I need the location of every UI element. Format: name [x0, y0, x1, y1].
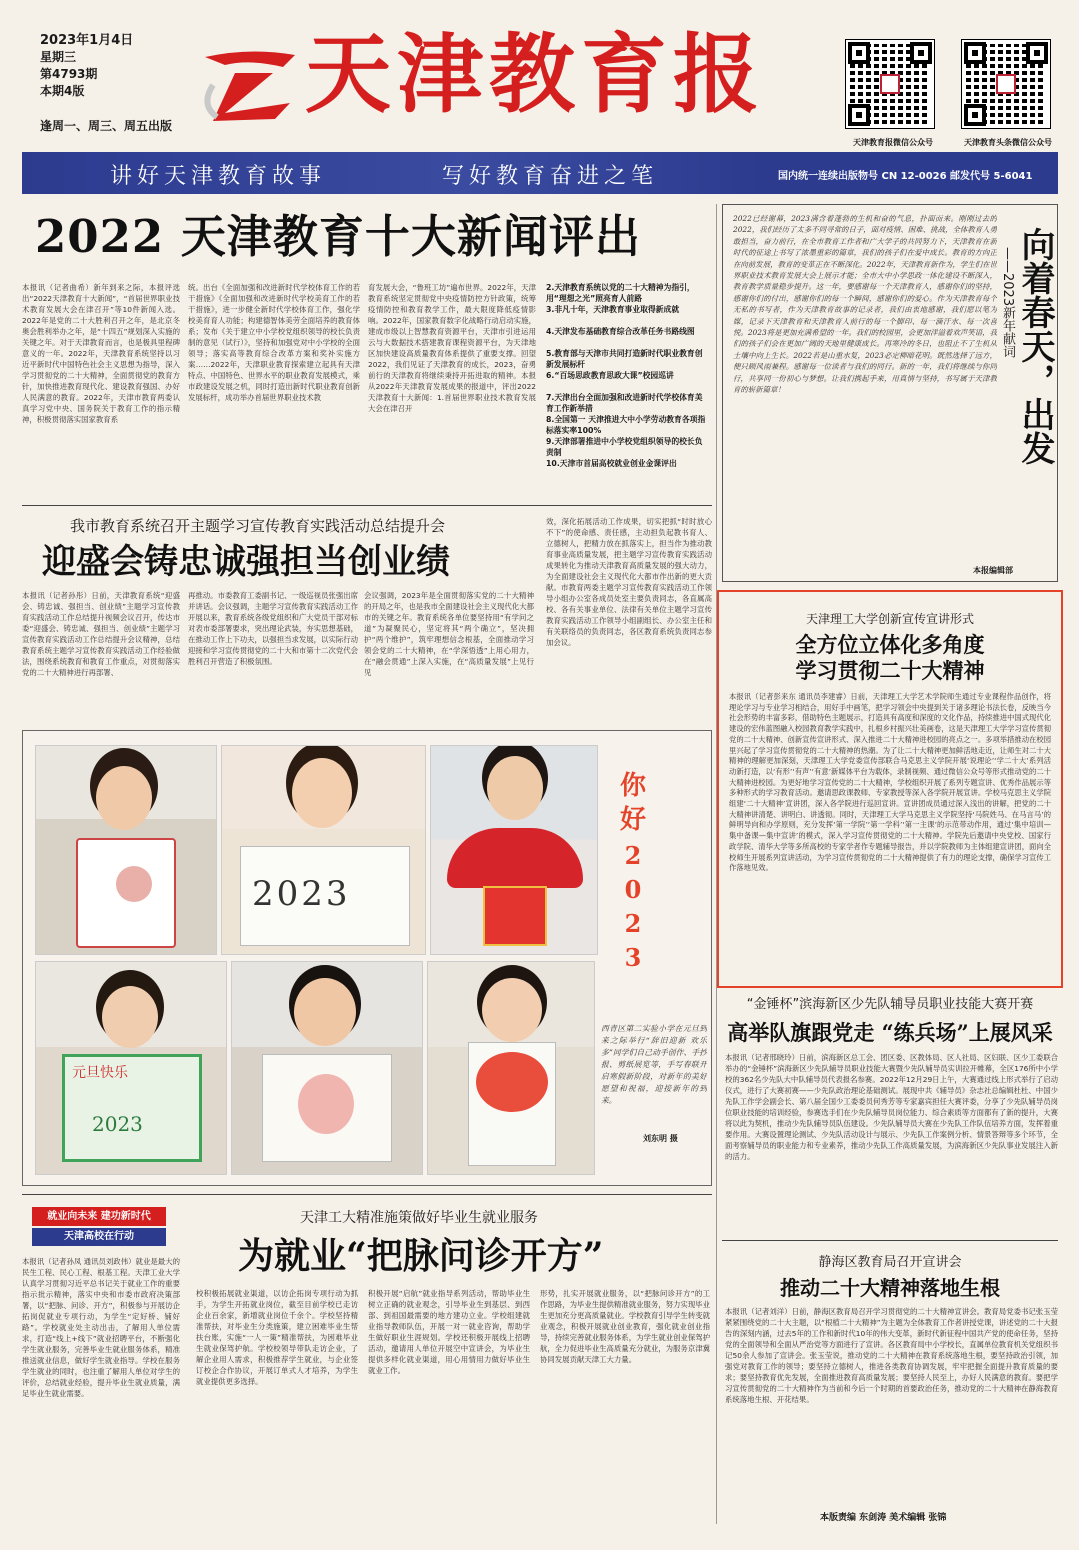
qr2-caption: 天津教育头条微信公众号: [964, 138, 1052, 147]
title-char: 3: [624, 943, 642, 972]
hello-2023-feature: [22, 730, 712, 1186]
employment-col-1: 本报讯（记者孙凤 通讯员刘政伟）就业是最大的民生工程、民心工程、根基工程。天津工业大学认真学习贯彻习近平总书记关于就业工作的重要指示批示精神，落实中央和市委市政府决策部署，以“把脉、问诊、开方”，积极参与开展访企拓岗促就业专项行动，为学生“定好桥、铺好路”。学校就业处主动出击，了解用人单位需求，打造“线上+线下”就业招聘平台，不断强化学生就业服务，完善毕业生就业服务体系，精准推送就业信息，做好学生就业指导。学校在服务学生就业的同时，也注重了解用人单位对学生的评价，总结就业经验，提升毕业生就业质量，满足毕业生就业需要。: [22, 1257, 180, 1398]
list-item: 5.教育部与天津市共同打造新时代职业教育创新发展标杆: [546, 349, 703, 369]
slogan-right: 写好教育奋进之笔: [442, 164, 659, 189]
title-char: 好: [619, 805, 646, 835]
jinghai-headline: 推动二十大精神落地生根: [780, 1276, 1000, 1300]
masthead-info: [40, 32, 170, 100]
employment-tag-2: 天津高校在行动: [32, 1228, 166, 1246]
meeting-kicker: 我市教育系统召开主题学习宣传教育实践活动总结提升会: [70, 517, 446, 535]
tjut-body: 本报讯（记者彭来东 通讯员李建睿）日前，天津理工大学艺术学院师生通过专业课程作品创作，将理论学习与专业学习相结合，用好手中画笔，把学习领会中央提到关于诸多理论书法长卷，反映当今社会形势的丰富多彩，借助特色主题展示，打造具有高度和深度的文化作品，持续推进中国式现代化建设的宏伟蓝图融入校园教育教学实践中，扎根乡村振兴壮美画卷，这是天津理工大学学习宣传贯彻党的二十大精神、创新宣传宣讲形式、深入推进二十大精神进校园的亮点之一。多项举措推动在校园里兴起了学习宣传贯彻党的二十大精神的热潮。为了让二十大精神更加鲜活地走近，让师生对二十大精神的理解更加深刻，天津理工大学党委宣传部联合马克思主义学院开展‘说理论’‘学二十大’系列活动新打造，以‘有形’‘有声’‘有意’新媒体平台为载体，录制视频、通过微信公众号等形式推动党的二十大精神进校园。为更好地学习宣传党的二十大精神，学校组织开展了系列专题宣讲、优秀作品展示等多种形式的学习教育活动。邀请思政课教师、专家教授等深入各学院开展宣讲。学校马克思主义学院组建‘二十大精神’宣讲团，深入各学院进行巡回宣讲。宣讲团成员通过深入浅出的讲解，把党的二十大精神讲清楚、讲明白、讲透彻。同时，天津理工大学马克思主义学院坚持‘马院姓马、在马言马’的鲜明导向和办学原则，充分发挥‘第一学院’‘第一学科’‘第一主课’的示范带动作用，通过‘集中培训—集中备课—集中宣讲’的模式，深入学习宣传贯彻党的二十大精神。学院先后邀请中央党校、国家行政学院、清华大学等多所高校的专家学者作专题辅导报告，并以学院教师为主体组建宣讲团，面向全校师生开展系列宣讲活动，为学习宣传贯彻党的二十大精神提供了有力的理论支撑，确保学习宣传工作落地见效。: [729, 692, 1051, 873]
student-photo: [231, 961, 423, 1175]
slogan-banner: [22, 152, 1058, 194]
lead-headline: 2022 天津教育十大新闻评出: [35, 210, 641, 263]
title-char: 0: [624, 875, 642, 904]
issue-number: 第4793期: [40, 67, 98, 81]
employment-col-3: 积极开展“启航”就业指导系列活动，帮助毕业生树立正确的就业观念，引导毕业生到基层、到西部、到祖国最需要的地方建功立业。学校组建就业指导教师队伍，开展一对一就业咨询，帮助学生做好职业生涯规划。学校还积极开展线上招聘活动，邀请用人单位开展空中宣讲会，为毕业生提供多样化就业渠道，用心用情用力做好毕业生就业工作。: [368, 1289, 530, 1375]
jinghai-body: 本报讯（记者刘洋）日前，静海区教育局召开学习贯彻党的二十大精神宣讲会。教育局党委书记张玉莹紧紧围绕党的二十大主题，以“根植二十大精神”为主题为全体教育工作者讲授党课，讲述党的二十大报告的深刻内涵，过去5年的工作和新时代10年的伟大变革，新时代新征程中国共产党的使命任务，坚持党的全面领导和全面从严治党等方面进行了宣讲。各区教育局中小学校长，直属单位教育机关党组织书记50余人参加了宣讲会。张玉莹说，推动党的二十大精神在教育系统落地生根，要坚持政治引领，加强党对教育工作的领导；要坚持立德树人，推进各类教育协调发展，牢牢把握全面提升教育质量的要求；要坚持教育优先发展，全面推进教育高质量发展；要坚持人民至上，办好人民满意的教育。要把学习宣传贯彻党的二十大精神作为当前和今后一个时期的首要政治任务，推动党的二十大精神在静海教育系统落地生根、开花结果。: [725, 1307, 1058, 1404]
tjut-article-box: [717, 590, 1063, 988]
list-item: 7.天津出台全面加强和改进新时代学校体育美育工作新举措: [546, 393, 703, 413]
essay-body: 2022已经谢幕，2023满含着蓬勃的生机和奋的气息，扑面而来。刚刚过去的2022，我们经历了太多不同寻常的日子，面对疫情、困难、挑战，全体教育人勇敢担当，奋力前行，在全市教育工作者和广大学子的共同努力下，天津教育在新时代的征途上书写了浓墨重彩的篇章，我们的孩子们在爱中成长。教育的方向正在向前发展，教育的变革正在不断深化。2022年，天津教育新作为，学生们在世界职业技术教育发展大会上展示才能；全市大中小学思政一体化建设不断深入，教育教学质量稳步提升。这一年，要感谢每一个天津教育人，感谢你们的坚持，感谢你们的付出，感谢你们的每一个瞬间，感谢你们的爱心。作为天津教育每个无私的书写者，作为天津教育故事的记录者，我们由衷地感谢，我们愿以笔为媒，记录下天津教育和天津教育人前行的每一个脚印、每一滴汗水、每一次喜悦。2023将是更加充满希望的一年。我们的校园里，会更加洋溢着欢声笑语，我们的孩子们会在更加广阔的天地里健康成长。再寒冷的冬日，也阻止不了生机从土壤中向上生长。2022若是山重水复，2023必定柳暗花明。既然选择了远方，便只顾风雨兼程。感谢每一位读者与我们的同行。新的一年，我们将继续与你同行，共享同一份初心与梦想。让我们携起手来，用真情与坚持，书写属于天津教育的崭新篇章！: [733, 214, 997, 395]
student-photo: [35, 745, 217, 955]
page-editor-credit: 本版责编 东剑涛 美术编辑 张锦: [820, 1513, 947, 1523]
meeting-col-1: 本报讯（记者孙彤）日前，天津教育系统“迎盛会、铸忠诚、强担当、创业绩”主题学习宣传教育实践活动工作总结提升视频会议召开，传达市委“迎盛会、铸忠诚、强担当、创业绩”主题学习宣传教育实践活动工作总结提升会议精神，总结教育系统主题学习宣传教育实践活动工作经验做法，围绕系统教育和教育工作重点，对贯彻落实党的二十大精神进行再部署、: [22, 591, 180, 677]
newspaper-title: 天津教育报: [305, 24, 765, 125]
lead-col-2: 统。出台《全面加强和改进新时代学校体育工作的若干措施》《全面加强和改进新时代学校美育工作的若干措施》，进一步健全新时代学校体育工作，强化学校美育育人功能；构建德智体美劳全面培养的教育体系；发布《关于建立中小学校党组织领导的校长负责制的意见（试行）》，坚持和加强党对中小学校的全面领导；落实高等教育综合改革方案和奖补实施方案……2022年，天津职业教育探索建立起具有天津特点、中国特色、世界水平的职业教育发展模式，乘市政建设发展之机，同时打造出新时代职业教育创新发展标杆，成功举办首届世界职业技术教: [188, 283, 360, 402]
qr1-caption: 天津教育报微信公众号: [853, 138, 933, 147]
essay-subtitle: ——2023新年献词: [1000, 247, 1015, 359]
wechat-qr-code-1[interactable]: [846, 40, 934, 128]
student-photo: [221, 745, 426, 955]
publication-code: 国内统一连续出版物号 CN 12-0026 邮发代号 5-6041: [778, 171, 1033, 182]
employment-col-2: 校积极拓展就业渠道，以访企拓岗专项行动为抓手，为学生开拓就业岗位，截至目前学校已走访企业百余家，新增就业岗位千余个。学校坚持精准帮扶，对毕业生分类施策，建立困难毕业生帮扶台账，实施“一人一策”精准帮扶，为困难毕业生就业保驾护航。学校校领导带队走访企业，了解企业用人需求，积极推荐学生就业，与企业签订校企合作协议，开展订单式人才培养，为学生就业提供更多选择。: [196, 1289, 358, 1386]
student-photo: [430, 745, 598, 955]
title-char: 2: [624, 841, 642, 870]
list-item: 4.天津发布基础教育综合改革任务书路线图: [546, 327, 695, 336]
tjut-kicker: 天津理工大学创新宣传宣讲形式: [805, 612, 974, 626]
title-char: 你: [619, 771, 646, 801]
photo-text-2023: 2023: [252, 874, 351, 914]
employment-kicker: 天津工大精准施策做好毕业生就业服务: [300, 1210, 538, 1226]
pioneers-kicker: “金锤杯”滨海新区少先队辅导员职业技能大赛开赛: [746, 997, 1034, 1012]
photo-text-new-year: 元旦快乐: [72, 1065, 128, 1081]
pioneers-headline: 高举队旗跟党走 “练兵场”上展风采: [727, 1020, 1053, 1045]
divider: [722, 1240, 1058, 1241]
essay-title: 向着春天，出发: [1015, 227, 1055, 465]
photo-credit: 刘东明 摄: [643, 1134, 678, 1143]
publish-schedule: 逢周一、周三、周五出版: [40, 119, 173, 133]
list-item: 6.“百场思政教育思政大课”校园巡讲: [546, 371, 674, 380]
wechat-qr-code-2[interactable]: [962, 40, 1050, 128]
divider: [22, 505, 712, 506]
top-news-list: [546, 282, 710, 480]
issue-pages: 本期4版: [40, 84, 85, 98]
title-char: 2: [624, 909, 642, 938]
newspaper-logo-icon: [195, 45, 305, 125]
meeting-col-2: 再推动。市委教育工委副书记、一级巡视员张强出席并讲话。会议强调，主题学习宣传教育实践活动工作开展以来，教育系统各级党组织和广大党员干部对标对表市委部署要求，突出理论武装，夯实思想基础，在推动工作上下功夫，以强担当求发展，以实际行动迎接和学习宣传贯彻党的二十大和市第十二次党代会胜利召开营造了积极氛围。: [188, 591, 358, 666]
list-item: 10.天津市首届高校就业创业金课评出: [546, 459, 677, 468]
divider: [22, 1194, 712, 1195]
tjut-headline-2: 学习贯彻二十大精神: [795, 658, 985, 683]
list-item: 3.非凡十年，天津教育事业取得新成就: [546, 305, 680, 314]
column-divider: [716, 204, 717, 1524]
list-item: 2.天津教育系统以党的二十大精神为指引，用“理想之光”照亮育人前路: [546, 283, 695, 303]
employment-headline: 为就业“把脉问诊开方”: [238, 1235, 604, 1277]
student-photo: [427, 961, 595, 1175]
list-item: 9.天津部署推进中小学校党组织领导的校长负责制: [546, 437, 703, 457]
slogan-left: 讲好天津教育故事: [110, 164, 327, 189]
meeting-col-3: 会议强调，2023年是全面贯彻落实党的二十大精神的开局之年，也是我市全面建设社会主义现代化大都市的关键之年。教育系统各单位要坚持用“有学问之道”为凝聚民心，坚定将其“两个确立”，坚决拥护“两个维护”，筑牢理想信念根基，全面推动学习领会党的二十大精神，在“学深悟透”上用心用力，在“融会贯通”上深入实施，在“高质量发展”上见行见: [364, 591, 534, 677]
issue-weekday: 星期三: [40, 50, 77, 64]
issue-date: 2023年1月4日: [40, 33, 134, 48]
meeting-col-4: 效，深化拓展活动工作成果，切实把抓“时时放心不下”的使命感、责任感，主动担负起教书育人、立德树人，把精力放在抓落实上，担当作为推动教育事业高质量发展，把主题学习宣传教育实践活动成果转化为推动天津教育高质量发展的强大动力，为全面建设社会主义现代化大都市作出新的更大贡献。市教育两委主题学习宣传教育实践活动工作领导小组办公室各成员处室主要负责同志，各直属高校、各有关事业单位、法律有关单位主题学习宣传教育实践活动工作领导小组副组长、办公室主任和有关联络员的负责同志，各区教育系统负责同志参加会议。: [546, 517, 712, 647]
photo-caption: 西青区第二实验小学在元旦到来之际举行“辞旧迎新 欢乐多”同学们自己动手创作、手抄报、剪纸展览等，手写春联开启寒假新阶段，对新年的美好愿望和祝福，迎接新年的到来。: [601, 1024, 707, 1105]
meeting-headline: 迎盛会铸忠诚强担当创业绩: [42, 542, 450, 582]
pioneers-body: 本报讯（记者邢晓玲）日前，滨海新区总工会、团区委、区教体局、区人社局、区妇联、区少工委联合举办的“金锤杯”滨海新区少先队辅导员职业技能大赛暨少先队辅导员实训拉开帷幕，全区176所中小学校的362名少先队大中队辅导员代表报名参赛。2022年12月29日上午，大赛通过线上形式举行了启动仪式，进行了大赛初赛——少先队政治理论基础测试。展现中共《辅导员》杂志社总编辑杜杜、中国少先队工作学会副会长、第八届全国少工委委员何秀芳等专家嘉宾担任大赛评委，分享了少先队辅导员岗位职业技能的培训经验，参赛选手们在少先队辅导员岗位能力、综合素质等方面都有了新的提升，大赛将以此为契机，推动少先队辅导员队伍建设。少先队辅导员大赛在少先队工作队伍培养方面，发挥着重要作用。大赛设置理论测试、少先队活动设计与展示、少先队工作案例分析、情景答辩等多个环节，全面考察辅导员的职业能力和专业素养，推动少先队工作高质量发展，为滨海新区少先队事业发展注入新的活力。: [725, 1053, 1058, 1161]
jinghai-kicker: 静海区教育局召开宣讲会: [818, 1255, 962, 1270]
employment-col-4: 形势，扎实开展就业服务，以“把脉问诊开方”的工作思路，为毕业生提供精准就业服务，努力实现毕业生更加充分更高质量就业。学校教育引导学生转变就业观念，积极开展就业创业教育，强化就业创业指导，持续完善就业服务体系，为学生就业创业保驾护航，全力促进毕业生高质量充分就业，为服务京津冀协同发展贡献天津工大力量。: [540, 1289, 710, 1364]
tjut-headline-1: 全方位立体化多角度: [795, 632, 985, 657]
employment-tag-1: 就业向未来 建功新时代: [32, 1207, 166, 1226]
essay-byline: 本报编辑部: [973, 566, 1013, 575]
lead-col-3: 育发展大会，“鲁班工坊”遍布世界。2022年，天津教育系统坚定贯彻党中央疫情防控方针政策，统筹疫情防控和教育教学工作，最大限度降低疫情影响。2022年，国家教育数字化战略行动启动实施，建成市级以上智慧教育资源平台，天津市引进运用云与大数据技术搭建教育课程资源平台，为天津地区加快建设高质量教育体系提供了重要支撑。回望2022，我们见证了天津教育的成长，2023，奋勇前行的天津教育将继续秉持开拓进取的精神。本报从2022年天津教育发展成果的报道中，评出2022天津教育十大新闻：1.首届世界职业技术教育发展大会在津召开: [368, 283, 536, 413]
lead-col-1: 本报讯（记者曲希）新年到来之际，本报评选出“2022天津教育十大新闻”，“首届世界职业技术教育发展大会在津召开”等10件新闻入选。2022年是党的二十大胜利召开之年，是北京冬奥会胜利举办之年，是“十四五”规划深入实施的关键之年。对于天津教育而言，也是极具里程碑意义的一年。2022年，天津教育系统坚持以习近平新时代中国特色社会主义思想为指导，深入学习贯彻党的二十大精神，全面贯彻党的教育方针，加快推进教育现代化、建设教育强国、办好人民满意的教育。2022年，天津市教育两委认真学习党中央、国务院关于教育工作的指示精神，积极贯彻落实国家教育系: [22, 283, 180, 424]
student-photo: [35, 961, 227, 1175]
hello-2023-title: [613, 771, 653, 975]
photo-text-2023: 2023: [92, 1112, 143, 1136]
list-item: 8.全国第一 天津推进大中小学劳动教育各项指标落实率100%: [546, 415, 706, 435]
new-year-essay-box: [722, 204, 1058, 582]
